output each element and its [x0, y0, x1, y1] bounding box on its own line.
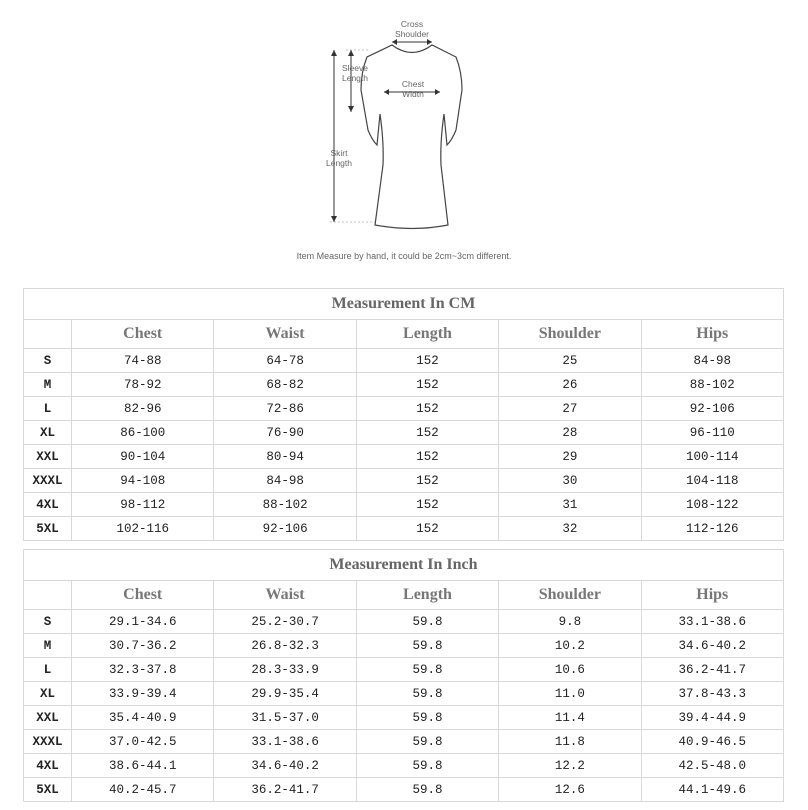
cell-shoulder: 12.6 — [499, 778, 641, 802]
table-title: Measurement In Inch — [24, 550, 784, 581]
cell-size: L — [24, 397, 72, 421]
cell-size: L — [24, 658, 72, 682]
cell-shoulder: 25 — [499, 349, 641, 373]
table-row — [24, 682, 784, 706]
cell-hips: 88-102 — [641, 373, 783, 397]
cell-size: 4XL — [24, 493, 72, 517]
cell-hips: 33.1-38.6 — [641, 610, 783, 634]
cell-length: 59.8 — [356, 706, 498, 730]
cell-waist: 28.3-33.9 — [214, 658, 356, 682]
cell-size: S — [24, 349, 72, 373]
cell-hips: 112-126 — [641, 517, 783, 541]
header-hips: Hips — [641, 320, 783, 349]
cell-chest: 30.7-36.2 — [72, 634, 214, 658]
cell-length: 59.8 — [356, 778, 498, 802]
table-row — [24, 469, 784, 493]
cell-length: 152 — [356, 373, 498, 397]
table-row — [24, 373, 784, 397]
cell-waist: 31.5-37.0 — [214, 706, 356, 730]
cell-shoulder: 12.2 — [499, 754, 641, 778]
cell-chest: 37.0-42.5 — [72, 730, 214, 754]
cell-size: XXXL — [24, 730, 72, 754]
cell-shoulder: 11.8 — [499, 730, 641, 754]
cell-chest: 102-116 — [72, 517, 214, 541]
header-length: Length — [356, 581, 498, 610]
header-chest: Chest — [72, 581, 214, 610]
cell-size: 5XL — [24, 517, 72, 541]
cell-size: XXXL — [24, 469, 72, 493]
table-row — [24, 754, 784, 778]
cell-chest: 32.3-37.8 — [72, 658, 214, 682]
cell-length: 59.8 — [356, 682, 498, 706]
sleeve-length-label: Sleeve Length — [342, 63, 368, 83]
cell-hips: 44.1-49.6 — [641, 778, 783, 802]
cell-length: 152 — [356, 349, 498, 373]
cell-hips: 84-98 — [641, 349, 783, 373]
cell-size: 5XL — [24, 778, 72, 802]
cell-chest: 78-92 — [72, 373, 214, 397]
cell-waist: 84-98 — [214, 469, 356, 493]
cell-shoulder: 11.4 — [499, 706, 641, 730]
cell-shoulder: 31 — [499, 493, 641, 517]
cell-shoulder: 9.8 — [499, 610, 641, 634]
table-row — [24, 421, 784, 445]
cell-chest: 74-88 — [72, 349, 214, 373]
cell-shoulder: 30 — [499, 469, 641, 493]
cell-hips: 36.2-41.7 — [641, 658, 783, 682]
cell-hips: 34.6-40.2 — [641, 634, 783, 658]
size-table-inch — [23, 549, 784, 802]
dress-measurement-diagram — [0, 0, 808, 270]
cell-waist: 92-106 — [214, 517, 356, 541]
cell-chest: 94-108 — [72, 469, 214, 493]
table-header-row — [24, 320, 784, 349]
cell-length: 152 — [356, 493, 498, 517]
cell-chest: 90-104 — [72, 445, 214, 469]
cell-shoulder: 32 — [499, 517, 641, 541]
cell-size: 4XL — [24, 754, 72, 778]
table-row — [24, 349, 784, 373]
cell-length: 152 — [356, 445, 498, 469]
cell-shoulder: 27 — [499, 397, 641, 421]
cell-shoulder: 10.2 — [499, 634, 641, 658]
cell-hips: 37.8-43.3 — [641, 682, 783, 706]
cell-length: 152 — [356, 397, 498, 421]
cell-hips: 40.9-46.5 — [641, 730, 783, 754]
table-row — [24, 730, 784, 754]
cell-hips: 104-118 — [641, 469, 783, 493]
cell-shoulder: 28 — [499, 421, 641, 445]
cell-length: 59.8 — [356, 730, 498, 754]
cross-shoulder-label: Cross Shoulder — [394, 19, 430, 39]
table-row — [24, 634, 784, 658]
header-length: Length — [356, 320, 498, 349]
table-row — [24, 778, 784, 802]
cell-waist: 64-78 — [214, 349, 356, 373]
table-row — [24, 517, 784, 541]
cell-waist: 26.8-32.3 — [214, 634, 356, 658]
cell-size: XXL — [24, 706, 72, 730]
cell-size: XL — [24, 682, 72, 706]
cell-chest: 33.9-39.4 — [72, 682, 214, 706]
cell-waist: 34.6-40.2 — [214, 754, 356, 778]
cell-length: 59.8 — [356, 754, 498, 778]
cell-length: 152 — [356, 469, 498, 493]
cell-chest: 38.6-44.1 — [72, 754, 214, 778]
cell-length: 59.8 — [356, 658, 498, 682]
cell-waist: 25.2-30.7 — [214, 610, 356, 634]
header-hips: Hips — [641, 581, 783, 610]
cell-length: 152 — [356, 517, 498, 541]
header-shoulder: Shoulder — [499, 320, 641, 349]
cell-hips: 100-114 — [641, 445, 783, 469]
cell-waist: 36.2-41.7 — [214, 778, 356, 802]
table-header-row — [24, 581, 784, 610]
skirt-length-label: Skirt Length — [326, 148, 352, 168]
cell-waist: 68-82 — [214, 373, 356, 397]
table-row — [24, 493, 784, 517]
header-size — [24, 320, 72, 349]
table-row — [24, 658, 784, 682]
header-waist: Waist — [214, 581, 356, 610]
size-table-cm — [23, 288, 784, 541]
cell-length: 59.8 — [356, 610, 498, 634]
cell-waist: 80-94 — [214, 445, 356, 469]
measurement-note: Item Measure by hand, it could be 2cm~3cm different. — [296, 251, 512, 261]
chest-width-label: Chest Width — [401, 79, 425, 99]
cell-shoulder: 29 — [499, 445, 641, 469]
cell-size: M — [24, 373, 72, 397]
cell-hips: 96-110 — [641, 421, 783, 445]
cell-shoulder: 10.6 — [499, 658, 641, 682]
cell-hips: 108-122 — [641, 493, 783, 517]
cell-length: 152 — [356, 421, 498, 445]
cell-chest: 82-96 — [72, 397, 214, 421]
table-row — [24, 397, 784, 421]
cell-chest: 98-112 — [72, 493, 214, 517]
cell-size: XXL — [24, 445, 72, 469]
cell-size: XL — [24, 421, 72, 445]
cell-shoulder: 26 — [499, 373, 641, 397]
header-chest: Chest — [72, 320, 214, 349]
cell-chest: 35.4-40.9 — [72, 706, 214, 730]
dress-illustration — [0, 0, 808, 270]
header-size — [24, 581, 72, 610]
cell-waist: 88-102 — [214, 493, 356, 517]
table-row — [24, 706, 784, 730]
cell-waist: 72-86 — [214, 397, 356, 421]
table-row — [24, 445, 784, 469]
cell-size: S — [24, 610, 72, 634]
header-waist: Waist — [214, 320, 356, 349]
cell-chest: 29.1-34.6 — [72, 610, 214, 634]
cell-hips: 92-106 — [641, 397, 783, 421]
table-title: Measurement In CM — [24, 289, 784, 320]
cell-hips: 42.5-48.0 — [641, 754, 783, 778]
cell-waist: 29.9-35.4 — [214, 682, 356, 706]
cell-size: M — [24, 634, 72, 658]
cell-chest: 86-100 — [72, 421, 214, 445]
cell-waist: 76-90 — [214, 421, 356, 445]
table-title-row — [24, 550, 784, 581]
table-row — [24, 610, 784, 634]
cell-chest: 40.2-45.7 — [72, 778, 214, 802]
table-title-row — [24, 289, 784, 320]
cell-hips: 39.4-44.9 — [641, 706, 783, 730]
cell-shoulder: 11.0 — [499, 682, 641, 706]
header-shoulder: Shoulder — [499, 581, 641, 610]
cell-length: 59.8 — [356, 634, 498, 658]
cell-waist: 33.1-38.6 — [214, 730, 356, 754]
